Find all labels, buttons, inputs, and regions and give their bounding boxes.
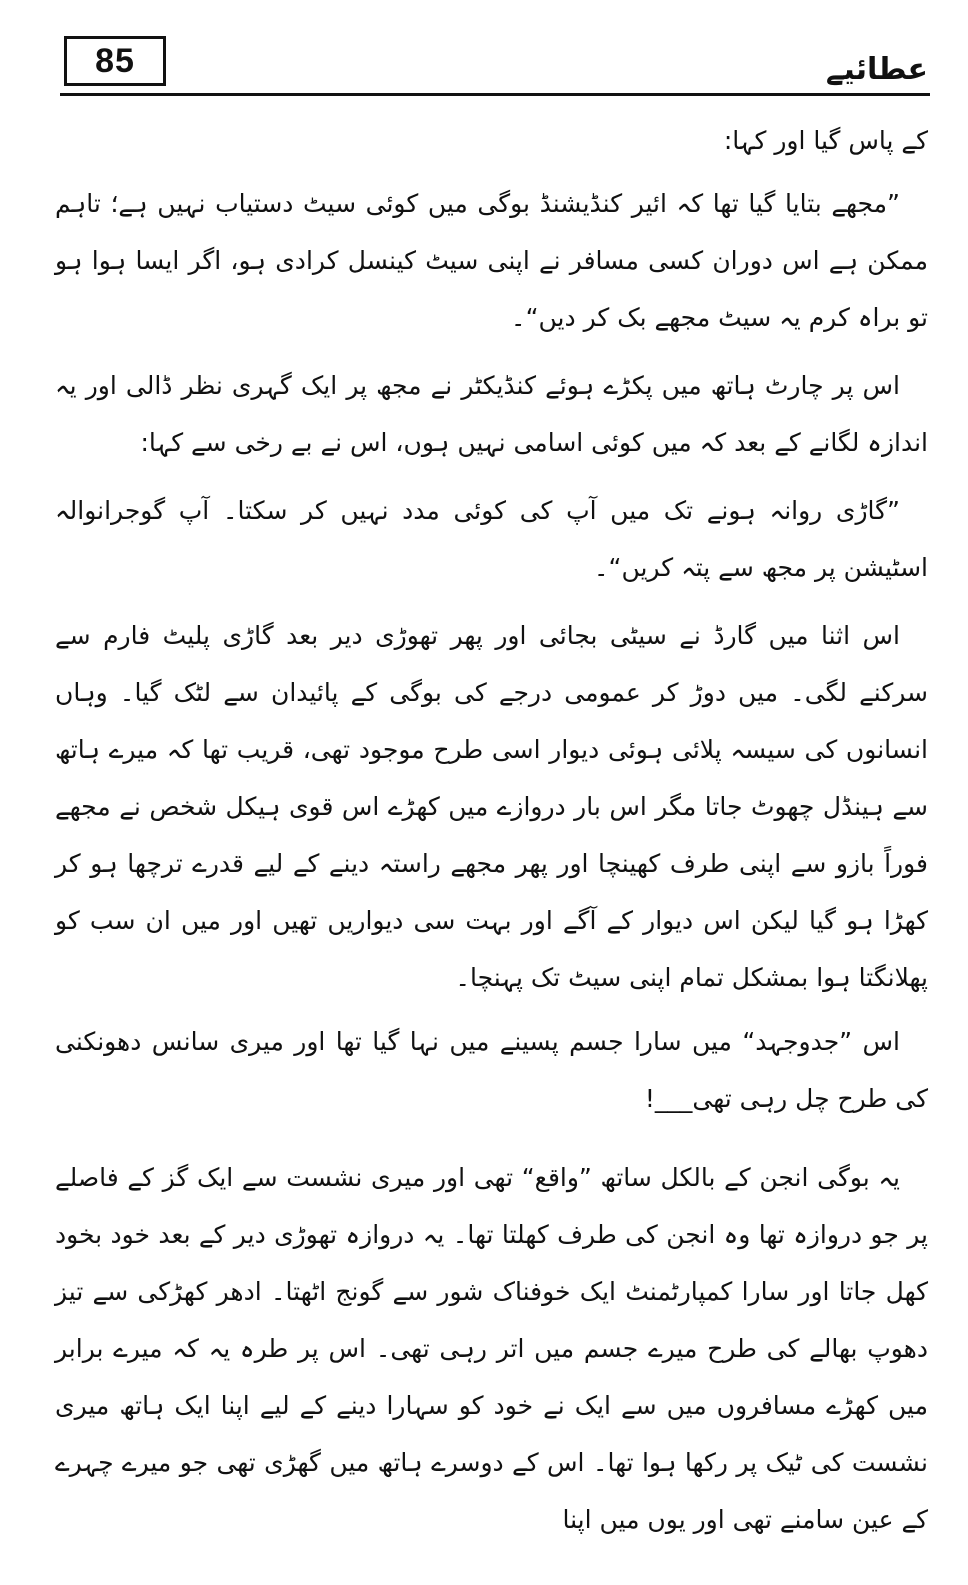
paragraph-struggle: اس ”جدوجہد“ میں سارا جسم پسینے میں نہا گیا تھا اور میری سانس دھونکنی کی طرح چل رہی تھی___! xyxy=(55,1027,928,1113)
paragraph-intro: کے پاس گیا اور کہا: xyxy=(723,126,928,155)
header-divider xyxy=(60,93,930,96)
paragraph-bogie: یہ بوگی انجن کے بالکل ساتھ ”واقع“ تھی اور میری نشست سے ایک گز کے فاصلے پر جو دروازہ تھا وہ انجن کی طرف کھلتا تھا۔ یہ دروازہ تھوڑی دیر کے بعد خود بخود کھل جاتا اور سارا کمپارٹمنٹ ایک خوفناک شور سے گونج اٹھتا۔ ادھر کھڑکی سے تیز دھوپ بھالے کی طرح میرے جسم میں اتر رہی تھی۔ اس پر طرہ یہ کہ میرے برابر میں کھڑے مسافروں میں سے ایک نے خود کو سہارا دینے کے لیے اپنا ایک ہاتھ میری نشست کی ٹیک پر رکھا ہوا تھا۔ اس کے دوسرے ہاتھ میں گھڑی تھی جو میرے چہرے کے عین سامنے تھی اور یوں میں اپنا xyxy=(55,1163,928,1534)
running-title: عطائیے xyxy=(825,52,928,87)
page-number: 85 xyxy=(64,36,166,86)
paragraph-conductor-quote: ”گاڑی روانہ ہونے تک میں آپ کی کوئی مدد نہیں کر سکتا۔ آپ گوجرانوالہ اسٹیشن پر مجھ سے پتہ کریں“۔ xyxy=(55,496,928,582)
paragraph-train-departure: اس اثنا میں گارڈ نے سیٹی بجائی اور پھر تھوڑی دیر بعد گاڑی پلیٹ فارم سے سرکنے لگی۔ میں دوڑ کر عمومی درجے کی بوگی کے پائیدان سے لٹک گیا۔ وہاں انسانوں کی سیسہ پلائی ہوئی دیوار اسی طرح موجود تھی، قریب تھا کہ میرے ہاتھ سے ہینڈل چھوٹ جاتا مگر اس بار دروازے میں کھڑے اس قوی ہیکل شخص نے مجھے فوراً بازو سے اپنی طرف کھینچا اور پھر مجھے راستہ دینے کے لیے قدرے ترچھا ہو کر کھڑا ہو گیا لیکن اس دیوار کے آگے اور بہت سی دیواریں تھیں اور میں ان سب کو پھلانگتا ہوا بمشکل تمام اپنی سیٹ تک پہنچا۔ xyxy=(55,621,928,992)
paragraph-request-quote: ”مجھے بتایا گیا تھا کہ ائیر کنڈیشنڈ بوگی میں کوئی سیٹ دستیاب نہیں ہے؛ تاہم ممکن ہے اس دوران کسی مسافر نے اپنی سیٹ کینسل کرادی ہو، اگر ایسا ہوا ہو تو براہ کرم یہ سیٹ مجھے بک کر دیں“۔ xyxy=(55,189,928,332)
paragraph-conductor: اس پر چارٹ ہاتھ میں پکڑے ہوئے کنڈیکٹر نے مجھ پر ایک گہری نظر ڈالی اور یہ اندازہ لگانے کے بعد کہ میں کوئی اسامی نہیں ہوں، اس نے بے رخی سے کہا: xyxy=(55,371,928,457)
page-body xyxy=(55,112,928,1559)
